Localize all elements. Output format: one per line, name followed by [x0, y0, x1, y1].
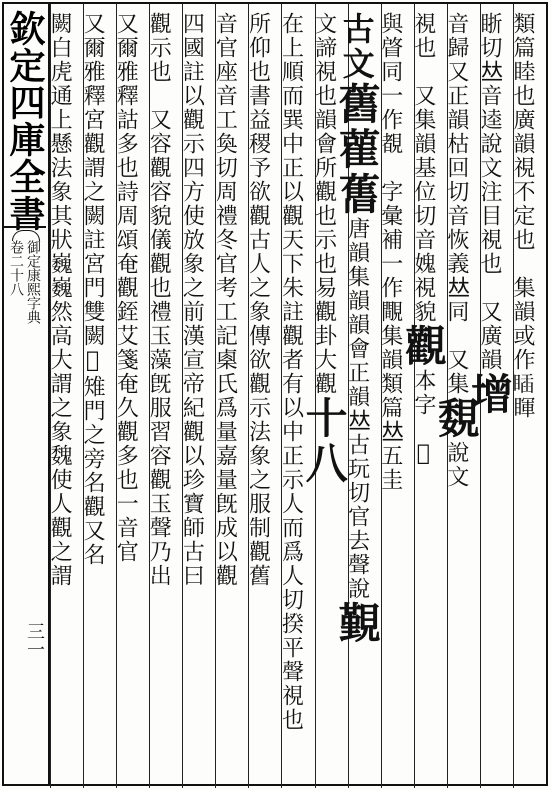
book-title: 御定康熙字典	[25, 240, 41, 324]
page-frame	[2, 2, 548, 786]
gloss-text: 在上順而巽中正以觀天下朱註觀者有以中正示人而爲人	[278, 12, 304, 588]
gloss-text: 所仰也書益稷予欲觀古人之象傳欲觀示法象之服制觀舊	[245, 12, 271, 588]
text-column	[146, 4, 182, 788]
text-column	[299, 4, 349, 788]
collection-banner: 欽定四庫全書	[4, 10, 46, 232]
gloss-text: 類篇睦也廣韻視不定	[510, 12, 535, 228]
gloss-text: 集韻類篇𠀤五圭	[377, 324, 403, 492]
gloss-text: 音官座音工奐切周禮冬官考工記㮚氏爲量嘉量旣成以觀	[212, 12, 238, 588]
folio-number: 三一	[24, 622, 45, 658]
text-column	[245, 4, 281, 788]
gloss-text: 音歸又正韻枯回切音恢義𠀤同 又集	[443, 12, 469, 396]
gloss-text: 闕白虎通上懸法象其狀巍巍然高大謂之象魏使人觀之謂	[47, 12, 73, 588]
text-column	[431, 4, 481, 788]
text-column	[179, 4, 215, 788]
text-column	[278, 4, 314, 788]
gloss-text: 說文	[443, 441, 469, 489]
text-column	[510, 4, 546, 788]
headword-glyph: 覲	[332, 601, 382, 646]
headword-glyph: 覣	[431, 396, 481, 441]
text-column	[80, 4, 116, 788]
text-column	[47, 4, 83, 788]
text-column	[332, 4, 382, 788]
gloss-text: 切揆平聲視也	[278, 588, 304, 732]
gloss-text: 又爾雅釋詁多也詩周頌奄觀銍艾箋奄久觀多也一音官	[113, 12, 139, 564]
gloss-text: 視也 又集韻基位切音媿視貌	[410, 12, 436, 324]
gloss-text: 與䁈同一作覩 字彙補一作覸	[377, 12, 403, 324]
text-column	[377, 4, 414, 788]
gloss-text: 文諦視也韻會所觀也示也易觀卦大觀	[311, 12, 337, 396]
gloss-text: 也 集韻或作𥈊睴	[510, 228, 535, 420]
headword-glyph: 增	[464, 372, 514, 417]
headword-glyph: 十八	[299, 396, 349, 486]
gloss-text: 四國註以觀示四方使放象之前漢宣帝紀觀以珍寶師古曰	[179, 12, 205, 588]
text-area	[47, 4, 546, 784]
gloss-text: 觀示也 又容觀容貌儀觀也禮玉藻旣服習容觀玉聲乃出	[146, 12, 172, 588]
text-column	[113, 4, 149, 788]
gloss-text: 唐韻集韻韻會正韻𠀤古玩切官去聲說	[344, 217, 370, 601]
text-column	[212, 4, 248, 788]
gloss-text: 本字 𪾋	[410, 369, 436, 468]
text-column	[464, 4, 514, 788]
text-column	[398, 4, 448, 788]
volume-number: 卷二十八	[8, 240, 24, 296]
gloss-text: 䀿切𠀤音逵說文注目視也 又廣韻	[476, 12, 502, 372]
headword-glyph: 舊雚𦾔	[332, 82, 382, 217]
headword-glyph: 古文	[337, 12, 376, 82]
headword-glyph: 觀	[398, 324, 448, 369]
gloss-text: 又爾雅釋宮觀謂之闕註宮門雙闕𣲖雉門之旁名觀又名	[80, 12, 106, 567]
